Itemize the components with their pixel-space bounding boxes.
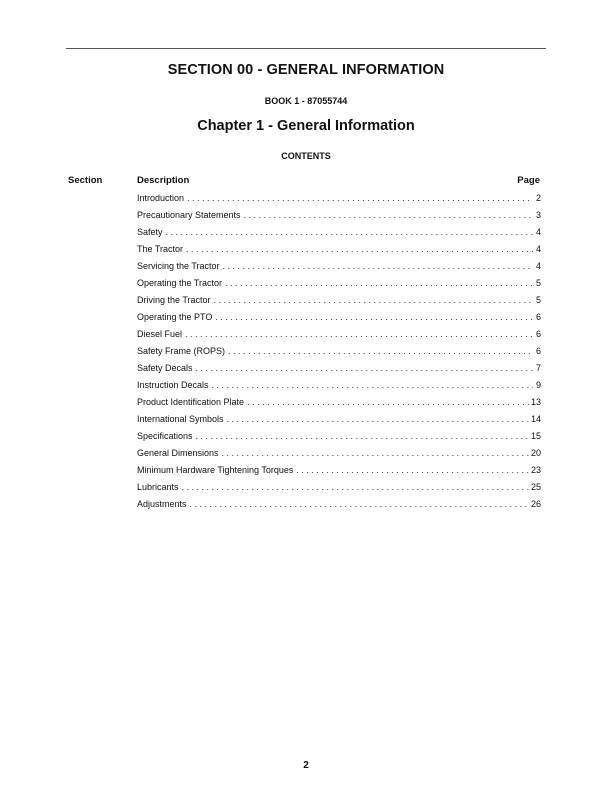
top-divider bbox=[66, 48, 546, 49]
toc-entry-page: 3 bbox=[535, 210, 541, 220]
toc-entry-page: 5 bbox=[535, 295, 541, 305]
toc-entry-title: Lubricants bbox=[137, 482, 179, 492]
dot-leader bbox=[222, 447, 529, 460]
toc-entry-title: Safety bbox=[137, 227, 163, 237]
toc-entry-title: Specifications bbox=[137, 431, 193, 441]
toc-entry-title: Safety Decals bbox=[137, 363, 193, 373]
toc-entry-page: 6 bbox=[535, 312, 541, 322]
toc-entry-page: 20 bbox=[530, 448, 541, 458]
book-number: BOOK 1 - 87055744 bbox=[264, 96, 348, 106]
dot-leader bbox=[182, 481, 529, 494]
toc-entry-page: 23 bbox=[530, 465, 541, 475]
toc-entry-title: Servicing the Tractor bbox=[137, 261, 220, 271]
toc-entry-title: Diesel Fuel bbox=[137, 329, 183, 339]
toc-entry-title: Instruction Decals bbox=[137, 380, 209, 390]
toc-entry[interactable] bbox=[137, 328, 541, 345]
dot-leader bbox=[186, 243, 533, 256]
toc-entry-title: Driving the Tractor bbox=[137, 295, 211, 305]
toc-entry[interactable] bbox=[137, 379, 541, 396]
toc-entry[interactable] bbox=[137, 430, 541, 447]
toc-entry[interactable] bbox=[137, 311, 541, 328]
toc-entry[interactable] bbox=[137, 362, 541, 379]
toc-entry-page: 4 bbox=[535, 261, 541, 271]
toc-entry-page: 9 bbox=[535, 380, 541, 390]
dot-leader bbox=[196, 362, 533, 375]
toc-entry-page: 5 bbox=[535, 278, 541, 288]
toc-entry[interactable] bbox=[137, 192, 541, 209]
dot-leader bbox=[223, 260, 533, 273]
toc-entry-title: Minimum Hardware Tightening Torques bbox=[137, 465, 294, 475]
toc-entry-page: 13 bbox=[530, 397, 541, 407]
toc-entry[interactable] bbox=[137, 464, 541, 481]
toc-entry[interactable] bbox=[137, 481, 541, 498]
dot-leader bbox=[166, 226, 533, 239]
dot-leader bbox=[190, 498, 529, 511]
dot-leader bbox=[296, 464, 529, 477]
toc-entry-page: 25 bbox=[530, 482, 541, 492]
column-header-page: Page bbox=[517, 175, 540, 186]
toc-entry-page: 15 bbox=[530, 431, 541, 441]
toc-entry[interactable] bbox=[137, 294, 541, 311]
table-of-contents bbox=[137, 192, 541, 515]
toc-entry-title: Operating the Tractor bbox=[137, 278, 223, 288]
toc-entry-title: Precautionary Statements bbox=[137, 210, 241, 220]
dot-leader bbox=[215, 311, 533, 324]
toc-entry-page: 4 bbox=[535, 227, 541, 237]
toc-entry-page: 4 bbox=[535, 244, 541, 254]
dot-leader bbox=[228, 345, 533, 358]
dot-leader bbox=[244, 209, 533, 222]
toc-entry[interactable] bbox=[137, 498, 541, 515]
toc-entry[interactable] bbox=[137, 396, 541, 413]
column-header-section: Section bbox=[68, 175, 103, 186]
section-title: SECTION 00 - GENERAL INFORMATION bbox=[167, 62, 445, 78]
toc-entry[interactable] bbox=[137, 447, 541, 464]
dot-leader bbox=[185, 328, 533, 341]
toc-entry-page: 7 bbox=[535, 363, 541, 373]
toc-entry-title: Introduction bbox=[137, 193, 185, 203]
contents-heading: CONTENTS bbox=[281, 151, 331, 161]
toc-entry-title: Operating the PTO bbox=[137, 312, 213, 322]
toc-entry-title: International Symbols bbox=[137, 414, 224, 424]
toc-entry-title: Safety Frame (ROPS) bbox=[137, 346, 226, 356]
dot-leader bbox=[214, 294, 533, 307]
toc-entry-title: Product Identification Plate bbox=[137, 397, 245, 407]
dot-leader bbox=[196, 430, 529, 443]
toc-entry[interactable] bbox=[137, 243, 541, 260]
dot-leader bbox=[225, 277, 533, 290]
toc-entry-title: Adjustments bbox=[137, 499, 187, 509]
toc-entry-page: 26 bbox=[530, 499, 541, 509]
dot-leader bbox=[187, 192, 533, 205]
toc-entry[interactable] bbox=[137, 226, 541, 243]
toc-entry[interactable] bbox=[137, 260, 541, 277]
dot-leader bbox=[227, 413, 529, 426]
chapter-title: Chapter 1 - General Information bbox=[197, 118, 415, 134]
toc-entry-page: 2 bbox=[535, 193, 541, 203]
dot-leader bbox=[212, 379, 533, 392]
toc-entry-page: 6 bbox=[535, 329, 541, 339]
page-number: 2 bbox=[303, 760, 309, 771]
toc-entry-page: 6 bbox=[535, 346, 541, 356]
toc-entry[interactable] bbox=[137, 277, 541, 294]
column-header-description: Description bbox=[137, 175, 190, 186]
toc-entry[interactable] bbox=[137, 413, 541, 430]
toc-entry-page: 14 bbox=[530, 414, 541, 424]
toc-entry[interactable] bbox=[137, 345, 541, 362]
toc-entry-title: General Dimensions bbox=[137, 448, 219, 458]
toc-entry-title: The Tractor bbox=[137, 244, 184, 254]
toc-entry[interactable] bbox=[137, 209, 541, 226]
dot-leader bbox=[247, 396, 529, 409]
